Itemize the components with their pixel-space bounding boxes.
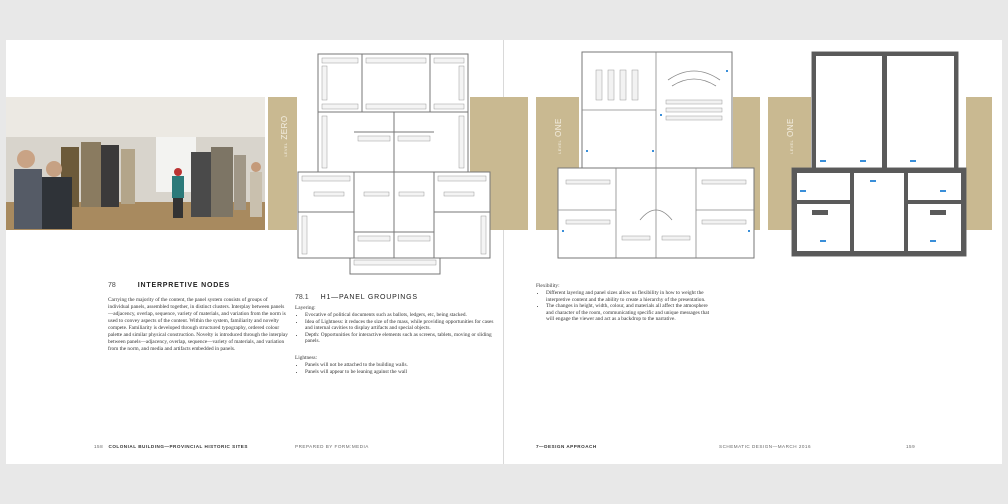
footer-phase: SCHEMATIC DESIGN—MARCH 2016 (719, 444, 812, 449)
layering-label: Layering: (295, 305, 316, 311)
lightness-list (295, 362, 495, 375)
list-item: • Panels will not be attached to the building walls. (305, 362, 495, 369)
section-number: 78 (108, 282, 116, 289)
list-item: • The changes in height, width, colour, and materials all affect the atmosphere and character of the room, communicating specific and unique messages that will engage the viewer and act as a backdrop to the narrative. (546, 303, 716, 323)
list-item: • Idea of Lightness: it reduces the size of the mass, while providing opportunities for cases and internal cavities to display artifacts and special objects. (305, 319, 495, 332)
list-item: • Depth: Opportunities for interactive elements such as screens, tablets, moving or sliding panels. (305, 332, 495, 345)
exhibit-photo-icon (6, 97, 265, 230)
subsection-title: H1—PANEL GROUPINGS (320, 294, 418, 301)
section-body: Carrying the majority of the content, the panel system consists of groups of individual panels, assembled together, in distinct clusters. Interplay between panels—adjacency, overlap, sequence, variety of materials, and variation from the norm is used to convey aspects of the content. Within the system, familiarity and novelty compete. Familiarity is developed through structured typography, ordered colour palette and similar physical construction. Novelty is introduced through the interplay between panels—adjacency, overlap, sequence—variety of materials, and variation from the norm, and media and artifacts embedded in panels. (108, 297, 288, 352)
layering-list (295, 312, 495, 345)
list-item: • Different layering and panel sizes allow us flexibility in how to weight the interpretive content and the ability to create a hierarchy of the presentation. (546, 290, 716, 303)
section-flexibility (536, 283, 716, 323)
page-number-left: 158 (94, 444, 104, 449)
level-band-right: LEVELONE (768, 97, 811, 230)
level-band-mid: LEVELONE (536, 97, 579, 230)
footer-left (94, 444, 248, 449)
floor-plan-level-zero (294, 52, 494, 276)
exhibit-photo (6, 97, 265, 230)
section-interpretive-nodes (108, 282, 288, 353)
section-panel-groupings (295, 294, 495, 375)
floor-plan-level-one-walls (790, 50, 968, 260)
chapter-title: 7—DESIGN APPROACH (536, 444, 597, 449)
level-band-left: LEVELZERO (268, 97, 297, 230)
level-band-edge (966, 97, 992, 230)
footer-prepared-by: PREPARED BY FORM:MEDIA (295, 444, 369, 449)
flexibility-list (536, 290, 716, 323)
flexibility-label: Flexibility: (536, 283, 560, 289)
book-title: COLONIAL BUILDING—PROVINCIAL HISTORIC SITES (108, 444, 248, 449)
section-title: INTERPRETIVE NODES (137, 282, 230, 289)
footer-chapter (536, 444, 597, 449)
list-item: • Evocative of political documents such as ballots, ledgers, etc, being stacked. (305, 312, 495, 319)
list-item: • Panels will appear to be leaning against the wall (305, 369, 495, 376)
floor-plan-level-one-furnished (556, 50, 756, 262)
lightness-label: Lightness: (295, 354, 318, 361)
subsection-number: 78.1 (295, 294, 309, 301)
page-number-right: 159 (906, 444, 916, 449)
